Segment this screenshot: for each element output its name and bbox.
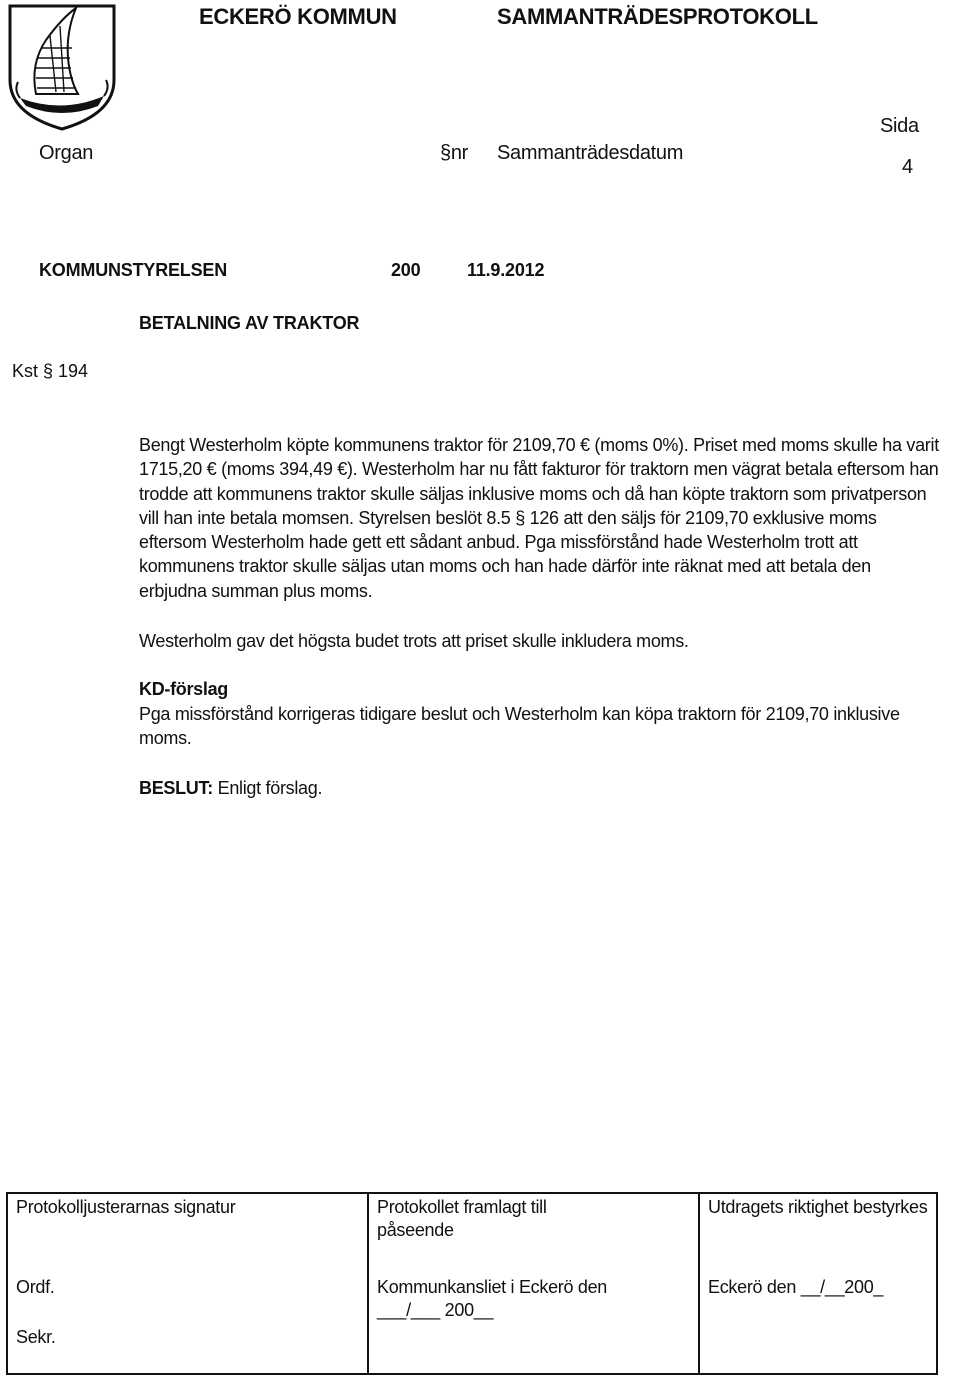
certification-title: Utdragets riktighet bestyrkes [708,1197,928,1217]
organ-label: Organ [39,142,94,164]
nr-label: §nr [440,142,469,164]
nr-value: 200 [391,260,421,280]
signature-table [6,1192,938,1375]
page-number: 4 [902,156,913,178]
date-value: 11.9.2012 [467,260,545,280]
date-label: Sammanträdesdatum [497,142,684,164]
signature-column [8,1194,367,1373]
municipality-name: ECKERÖ KOMMUN [199,4,397,29]
public-inspection-column [367,1194,698,1373]
page-label: Sida [880,115,919,137]
section-heading: BETALNING AV TRAKTOR [139,313,360,333]
certification-column [698,1194,936,1373]
chair-label: Ordf. [16,1277,55,1297]
organ-value: KOMMUNSTYRELSEN [39,260,228,280]
kd-heading: KD-förslag [139,679,229,700]
secretary-label: Sekr. [16,1327,56,1347]
kst-number: Kst § 194 [12,361,89,381]
decision-label: BESLUT: [139,778,213,799]
certification-date: Eckerö den __/__200_ [708,1277,884,1297]
public-inspection-location: Kommunkansliet i Eckerö den ___/___ 200__ [377,1277,608,1320]
document-type: SAMMANTRÄDESPROTOKOLL [497,4,818,29]
decision [139,776,939,800]
body-paragraph-2: Westerholm gav det högsta budet trots att priset skulle inkludera moms. [139,631,689,652]
decision-text: Enligt förslag. [212,778,323,799]
signature-title: Protokolljusterarnas signatur [16,1197,236,1217]
kd-text: Pga missförstånd korrigeras tidigare beslut och Westerholm kan köpa traktorn för 2109,70 inklusive moms. [139,703,900,748]
body-paragraph-1: Bengt Westerholm köpte kommunens traktor för 2109,70 € (moms 0%). Priset med moms skulle ha varit 1715,20 € (moms 394,49 €). Westerholm har nu fått fakturor för traktorn men vägrat betala eftersom han trodde att kommunens traktor skulle säljas inklusive moms och då han köpte traktorn som privatperson vill han inte betala momsen. Styrelsen beslöt 8.5 § 126 att den säljs för 2109,70 exklusive moms eftersom Westerholm hade gett ett sådant anbud. Pga missförstånd hade Westerholm trott att kommunens traktor skulle säljas utan moms och han hade därför inte räknat med att betala den erbjudna summan plus moms. [139,435,939,601]
body-text [139,433,939,801]
public-inspection-title: Protokollet framlagt till påseende [377,1197,547,1240]
viking-ship-coat-of-arms-icon [6,2,118,132]
